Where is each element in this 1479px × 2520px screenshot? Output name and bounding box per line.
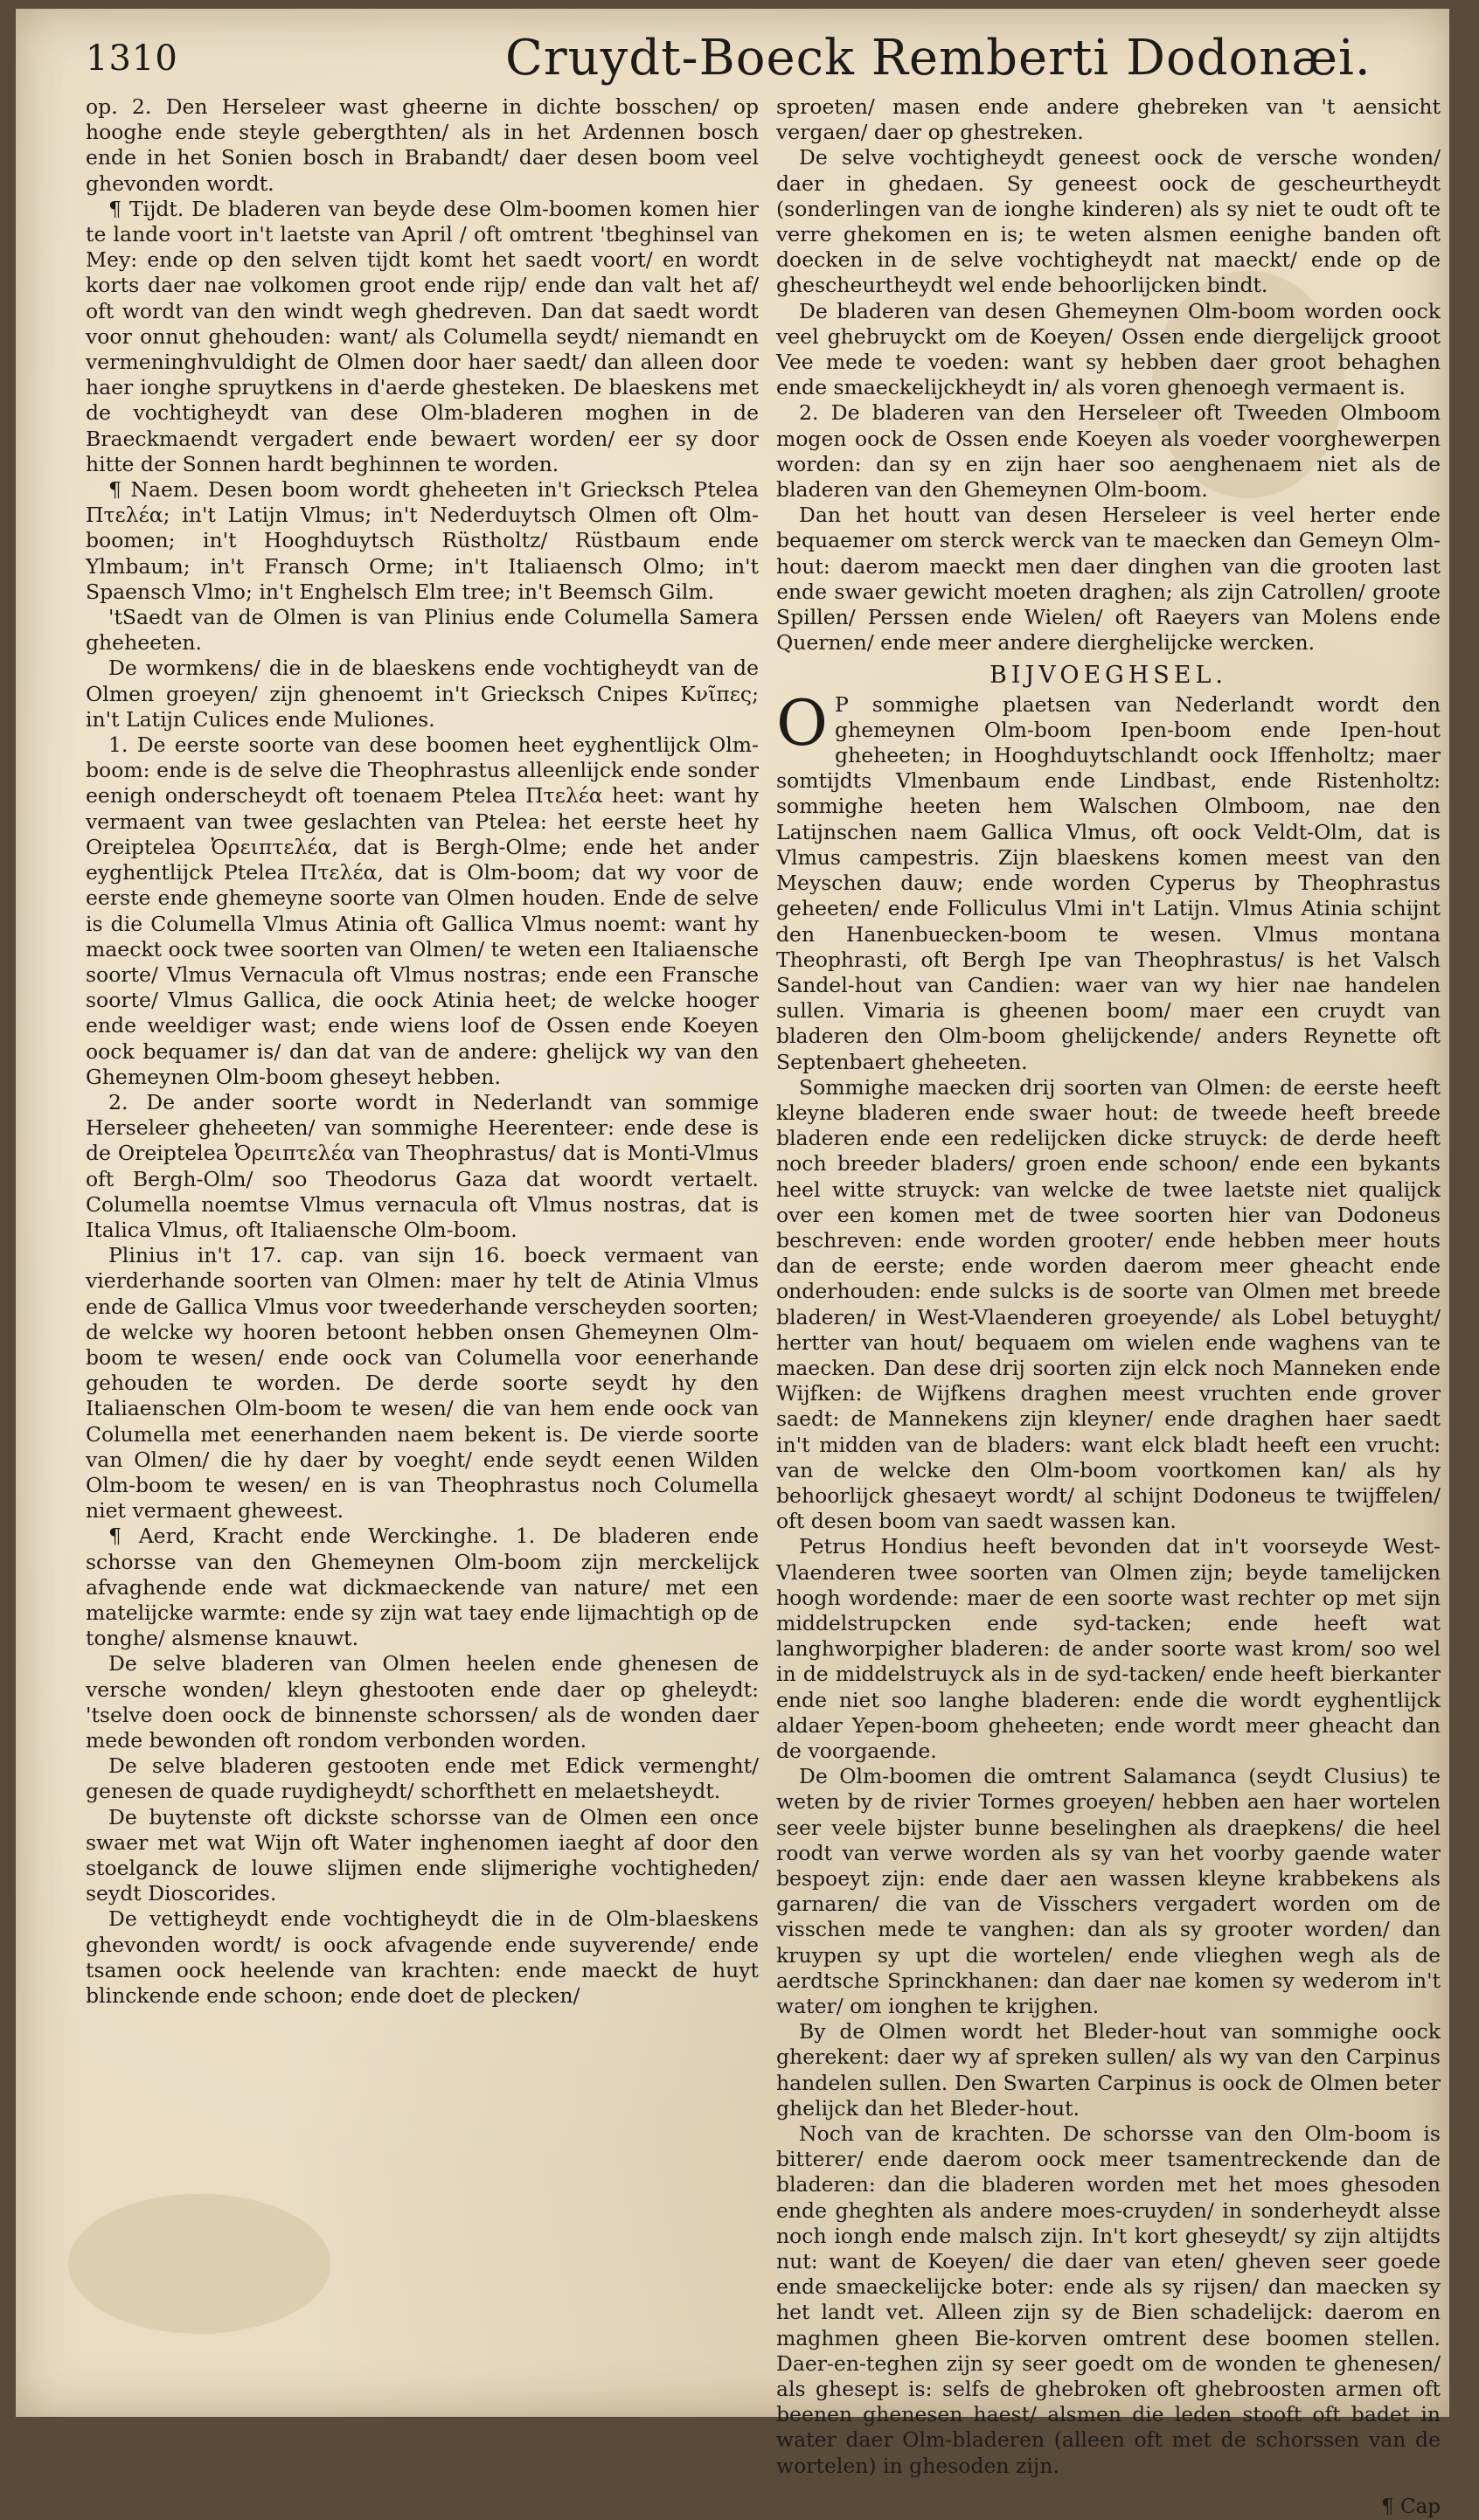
left-text-column	[86, 94, 759, 2367]
page-number: 1310	[86, 38, 178, 79]
paragraph-text: P sommighe plaetsen van Nederlandt wordt den ghemeynen Olm-boom Ipen-boom ende Ipen-hout gheheeten; in Hooghduytschlandt oock Iffenholtz; maer somtijdts Vlmenbaum ende Lindbast, ende Ristenholtz: sommighe heeten hem Walschen Olmboom, nae den Latijnschen naem Gallica Vlmus, oft oock Veldt-Olm, dat is Vlmus campestris. Zijn blaeskens komen meest van den Meyschen dauw; ende worden Cyperus by Theophrastus geheeten/ ende Folliculus Vlmi in't Latijn. Vlmus Atinia schijnt den Hanenbuecken-boom te wesen. Vlmus montana Theophrasti, oft Bergh Ipe van Theophrastus/ is het Valsch Sandel-hout van Candien: waer van wy hier nae handelen sullen. Vimaria is gheenen boom/ maer een cruydt van bladeren den Olm-boom ghelijckende/ anders Reynette oft Septenbaert gheheeten.	[776, 691, 1441, 1074]
paragraph	[86, 94, 759, 197]
section-title: BIJVOEGHSEL.	[989, 662, 1228, 690]
right-column-bottom-text	[776, 685, 1441, 2479]
running-title: Cruydt-Boeck Remberti Dodonæi.	[505, 30, 1371, 87]
right-text-column	[776, 94, 1441, 2518]
drop-cap: O	[776, 685, 829, 760]
paragraph-text: ¶ Naem. Desen boom wordt gheheeten in't Griecksch Ptelea Πτελέα; in't Latijn Vlmus; in't Nederduytsch Olmen oft Olm-boomen; in't Hooghduytsch Rüstholtz/ Rüstbaum ende Ylmbaum; in't Fransch Orme; in't Italiaensch Olmo; in't Spaensch Vlmo; in't Enghelsch Elm tree; in't Beemsch Gilm.	[86, 477, 759, 604]
paragraph-text: De selve vochtigheydt geneest oock de versche wonden/ daer in ghedaen. Sy geneest oock de gescheurtheydt (sonderlingen van de ionghe kinderen) als sy niet te oudt oft te verre ghekomen en is; te weten alsmen eenighe banden oft doecken in de selve vochtigheydt nat maeckt/ ende op de ghescheurtheydt wel ende behoorlijcken bindt.	[776, 145, 1441, 298]
paragraph	[776, 685, 1441, 1075]
paragraph	[776, 1534, 1441, 1764]
paragraph-text: De selve bladeren van Olmen heelen ende ghenesen de versche wonden/ kleyn ghestooten ende daer op gheleydt: 'tselve doen oock de binnenste schorssen/ als de wonden daer mede bewonden oft rondom verbonden worden.	[86, 1651, 759, 1753]
paragraph-text: De Olm-boomen die omtrent Salamanca (seydt Clusius) te weten by de rivier Tormes groeyen/ hebben aen haer wortelen seer veele bijster bunne beselinghen als draepkens/ die heel roodt van verwe worden als sy van het voorby gaende water bespoeyt zijn: ende daer aen wassen kleyne krabbekens als garnaren/ die van de Visschers vergadert worden om de visschen mede te vanghen: dan als sy grooter worden/ dan kruypen sy upt die wortelen/ ende vlieghen wegh als de aerdtsche Sprinckhanen: dan daer nae komen sy wederom in't water/ om ionghen te krijghen.	[776, 1764, 1441, 2019]
paragraph	[776, 2019, 1441, 2121]
book-page	[16, 9, 1449, 2518]
paragraph-text: 2. De ander soorte wordt in Nederlandt van sommige Herseleer gheheeten/ van sommighe Heerenteer: ende dese is de Oreiptelea Ὀρειπτελέα van Theophrastus/ dat is Monti-Vlmus oft Bergh-Olm/ soo Theodorus Gaza dat woordt vertaelt. Columella noemtse Vlmus vernacula oft Vlmus nostras, dat is Italica Vlmus, oft Italiaensche Olm-boom.	[86, 1089, 759, 1242]
right-column-top-text	[776, 94, 1441, 656]
paragraph	[86, 1524, 759, 1651]
page-header	[86, 24, 1432, 94]
paragraph	[86, 1651, 759, 1753]
paragraph	[86, 656, 759, 732]
paragraph-text: By de Olmen wordt het Bleder-hout van sommighe oock gherekent: daer wy af spreken sullen/ als wy van den Carpinus handelen sullen. Den Swarten Carpinus is oock de Olmen beter ghelijck dan het Bleder-hout.	[776, 2019, 1441, 2121]
paragraph-text: Petrus Hondius heeft bevonden dat in't voorseyde West-Vlaenderen twee soorten van Olmen zijn; beyde tamelijcken hoogh wordende: maer de een soorte wast rechter op met sijn middelstrupcken ende syd-tacken; ende heeft wat langhworpigher bladeren: de ander soorte wast krom/ soo wel in de middelstruyck als in de syd-tacken/ ende heeft bierkanter ende niet soo langhe bladeren: ende die wordt eyghentlijck aldaer Yepen-boom gheheeten; ende wordt meer gheacht dan de voorgaende.	[776, 1534, 1441, 1763]
paragraph	[776, 94, 1441, 145]
paragraph-text: De selve bladeren gestooten ende met Edick vermenght/ genesen de quade ruydigheydt/ schorfthett en melaetsheydt.	[86, 1753, 759, 1804]
paragraph	[86, 477, 759, 605]
paragraph	[86, 1753, 759, 1804]
paragraph	[776, 1764, 1441, 2019]
paragraph-text: 1. De eerste soorte van dese boomen heet eyghentlijck Olm-boom: ende is de selve die Theophrastus alleenlijck ende sonder eenigh onderscheydt oft toenaem Ptelea Πτελέα heet: want hy vermaent van twee geslachten van Ptelea: het eerste heet hy Oreiptelea Ὀρειπτελέα, dat is Bergh-Olme; ende het ander eyghentlijck Ptelea Πτελέα, dat is Olm-boom; dat wy voor de eerste ende ghemeyne soorte van Olmen houden. Ende de selve is die Columella Vlmus Atinia oft Gallica Vlmus noemt: want hy maeckt oock twee soorten van Olmen/ te weten een Italiaensche soorte/ Vlmus Vernacula oft Vlmus nostras; ende een Fransche soorte/ Vlmus Gallica, die oock Atinia heet; de welcke hooger ende weeldiger wast; ende wiens loof de Ossen ende Koeyen oock bequamer is/ dan dat van de andere: ghelijck wy van den Ghemeynen Olm-boom gheseyt hebben.	[86, 732, 759, 1089]
paragraph	[776, 503, 1441, 656]
paragraph	[776, 400, 1441, 503]
paragraph	[86, 1243, 759, 1524]
paragraph	[86, 197, 759, 477]
paragraph	[776, 2121, 1441, 2479]
paragraph	[86, 1090, 759, 1243]
paragraph-text: Plinius in't 17. cap. van sijn 16. boeck vermaent van vierderhande soorten van Olmen: maer hy telt de Atinia Vlmus ende de Gallica Vlmus voor tweederhande verscheyden soorten; de welcke wy hooren betoont hebben onsen Ghemeynen Olm-boom te wesen/ ende oock van Columella voor eenerhande gehouden te worden. De derde soorte seydt hy den Italiaenschen Olm-boom te wesen/ die van hem ende oock van Columella met eenerhanden naem bekent is. De vierde soorte van Olmen/ die hy daer by voeght/ ende seydt eenen Wilden Olm-boom te wesen/ en is van Theophrastus noch Columella niet vermaent gheweest.	[86, 1243, 759, 1524]
catchword: ¶ Cap	[1381, 2495, 1441, 2518]
paragraph-text: ¶ Aerd, Kracht ende Werckinghe. 1. De bladeren ende schorsse van den Ghemeynen Olm-boom zijn merckelijck afvaghende ende wat dickmaeckende van nature/ met een matelijcke warmte: ende sy zijn wat taey ende lijmachtigh op de tonghe/ alsmense knauwt.	[86, 1524, 759, 1651]
paragraph	[86, 605, 759, 656]
paragraph-text: De vettigheydt ende vochtigheydt die in de Olm-blaeskens ghevonden wordt/ is oock afvagende ende suyverende/ ende tsamen oock heelende van krachten: ende maeckt de huyt blinckende ende schoon; ende doet de plecken/	[86, 1906, 759, 2009]
paragraph-text: De wormkens/ die in de blaeskens ende vochtigheydt van de Olmen groeyen/ zijn ghenoemt in't Griecksch Cnipes Κνῖπες; in't Latijn Culices ende Muliones.	[86, 656, 759, 732]
paragraph-text: Sommighe maecken drij soorten van Olmen: de eerste heeft kleyne bladeren ende swaer hout: de tweede heeft breede bladeren ende een redelijcken dicke struyck: de derde heeft noch breeder bladers/ groen ende schoon/ ende een bykants heel witte struyck: van welcke de twee laetste niet qualijck over een komen met de twee soorten hier van Dodoneus beschreven: ende worden grooter/ ende hebben meer houts dan de eerste; ende worden daerom meer gheacht ende onderhouden: ende sulcks is de soorte van Olmen met breede bladeren/ in West-Vlaenderen groeyende/ als Lobel betuyght/ hertter van hout/ bequaem om wielen ende waghens van te maecken. Dan dese drij soorten zijn elck noch Manneken ende Wijfken: de Wijfkens draghen meest vruchten ende grover saedt: de Mannekens zijn kleyner/ ende draghen haer saedt in't midden van de bladers: want elck bladt heeft een vrucht: van de welcke den Olm-boom voortkomen kan/ als hy behoorlijck ghesaeyt wordt/ al schijnt Dodoneus te twijffelen/ oft desen boom van saedt wassen kan.	[776, 1074, 1441, 1534]
paragraph-text: De buytenste oft dickste schorsse van de Olmen een once swaer met wat Wijn oft Water inghenomen iaeght af door den stoelganck de louwe slijmen ende slijmerighe vochtigheden/ seydt Dioscorides.	[86, 1804, 759, 1906]
paragraph-text: ¶ Tijdt. De bladeren van beyde dese Olm-boomen komen hier te lande voort in't laetste van April / oft omtrent 'tbeghinsel van Mey: ende op den selven tijdt komt het saedt voort/ en wordt korts daer nae volkomen groot ende rijp/ ende dan valt het af/ oft wordt van den windt wegh ghedreven. Dan dat saedt wordt voor onnut ghehouden: want/ als Columella seydt/ niemandt en vermeninghvuldight de Olmen door haer saedt/ dan alleen door haer ionghe spruytkens in d'aerde ghesteken. De blaeskens met de vochtigheydt van dese Olm-bladeren moghen in de Braeckmaendt vergadert ende bewaert worden/ eer sy door hitte der Sonnen hardt beghinnen te worden.	[86, 196, 759, 476]
paragraph	[86, 1906, 759, 2009]
paragraph-text: 'tSaedt van de Olmen is van Plinius ende Columella Samera gheheeten.	[86, 605, 759, 656]
paragraph-text: De bladeren van desen Ghemeynen Olm-boom worden oock veel ghebruyckt om de Koeyen/ Ossen ende diergelijck grooot Vee mede te voeden: want sy hebben daer groot behaghen ende smaeckelijckheydt in/ als voren ghenoegh vermaent is.	[776, 298, 1441, 400]
paragraph	[776, 1075, 1441, 1535]
paragraph-text: Noch van de krachten. De schorsse van den Olm-boom is bitterer/ ende daerom oock meer tsamentreckende dan de bladeren: dan die bladeren worden met het moes ghesoden ende gheghten als andere moes-cruyden/ in sonderheydt alsse noch iongh ende malsch zijn. In't kort gheseydt/ sy zijn altijdts nut: want de Koeyen/ die daer van eten/ gheven seer goede ende smaeckelijcke boter: ende als sy rijsen/ dan maecken sy het landt vet. Alleen zijn sy de Bien schadelijck: daerom en maghmen gheen Bie-korven omtrent dese boomen stellen. Daer-en-teghen zijn sy seer goedt om de wonden te ghenesen/ als ghesept is: selfs de ghebroken oft ghebroosten armen oft beenen ghenesen haest/ alsmen die leden stooft oft badet in water daer Olm-bladeren (alleen oft met de schorssen van de wortelen) in ghesoden zijn.	[776, 2121, 1441, 2478]
paragraph	[776, 299, 1441, 401]
paragraph-text: Dan het houtt van desen Herseleer is veel herter ende bequaemer om sterck werck van te maecken dan Gemeyn Olm-hout: daerom maeckt men daer dinghen van die grooten last ende swaer gewicht moeten draghen; als zijn Catrollen/ groote Spillen/ Perssen ende Wielen/ oft Raeyers van Molens ende Quernen/ ende meer andere dierghelijcke wercken.	[776, 503, 1441, 656]
paragraph	[86, 732, 759, 1090]
paragraph	[86, 1805, 759, 1907]
paragraph-text: sproeten/ masen ende andere ghebreken van 't aensicht vergaen/ daer op ghestreken.	[776, 94, 1441, 145]
paragraph-text: op. 2. Den Herseleer wast gheerne in dichte bosschen/ op hooghe ende steyle gebergthten/ als in het Ardennen bosch ende in het Sonien bosch in Brabandt/ daer desen boom veel ghevonden wordt.	[86, 94, 759, 196]
paragraph-text: 2. De bladeren van den Herseleer oft Tweeden Olmboom mogen oock de Ossen ende Koeyen als voeder voorghewerpen worden: dan sy en zijn haer soo aenghenaem niet als de bladeren van den Ghemeynen Olm-boom.	[776, 400, 1441, 503]
paragraph	[776, 145, 1441, 298]
